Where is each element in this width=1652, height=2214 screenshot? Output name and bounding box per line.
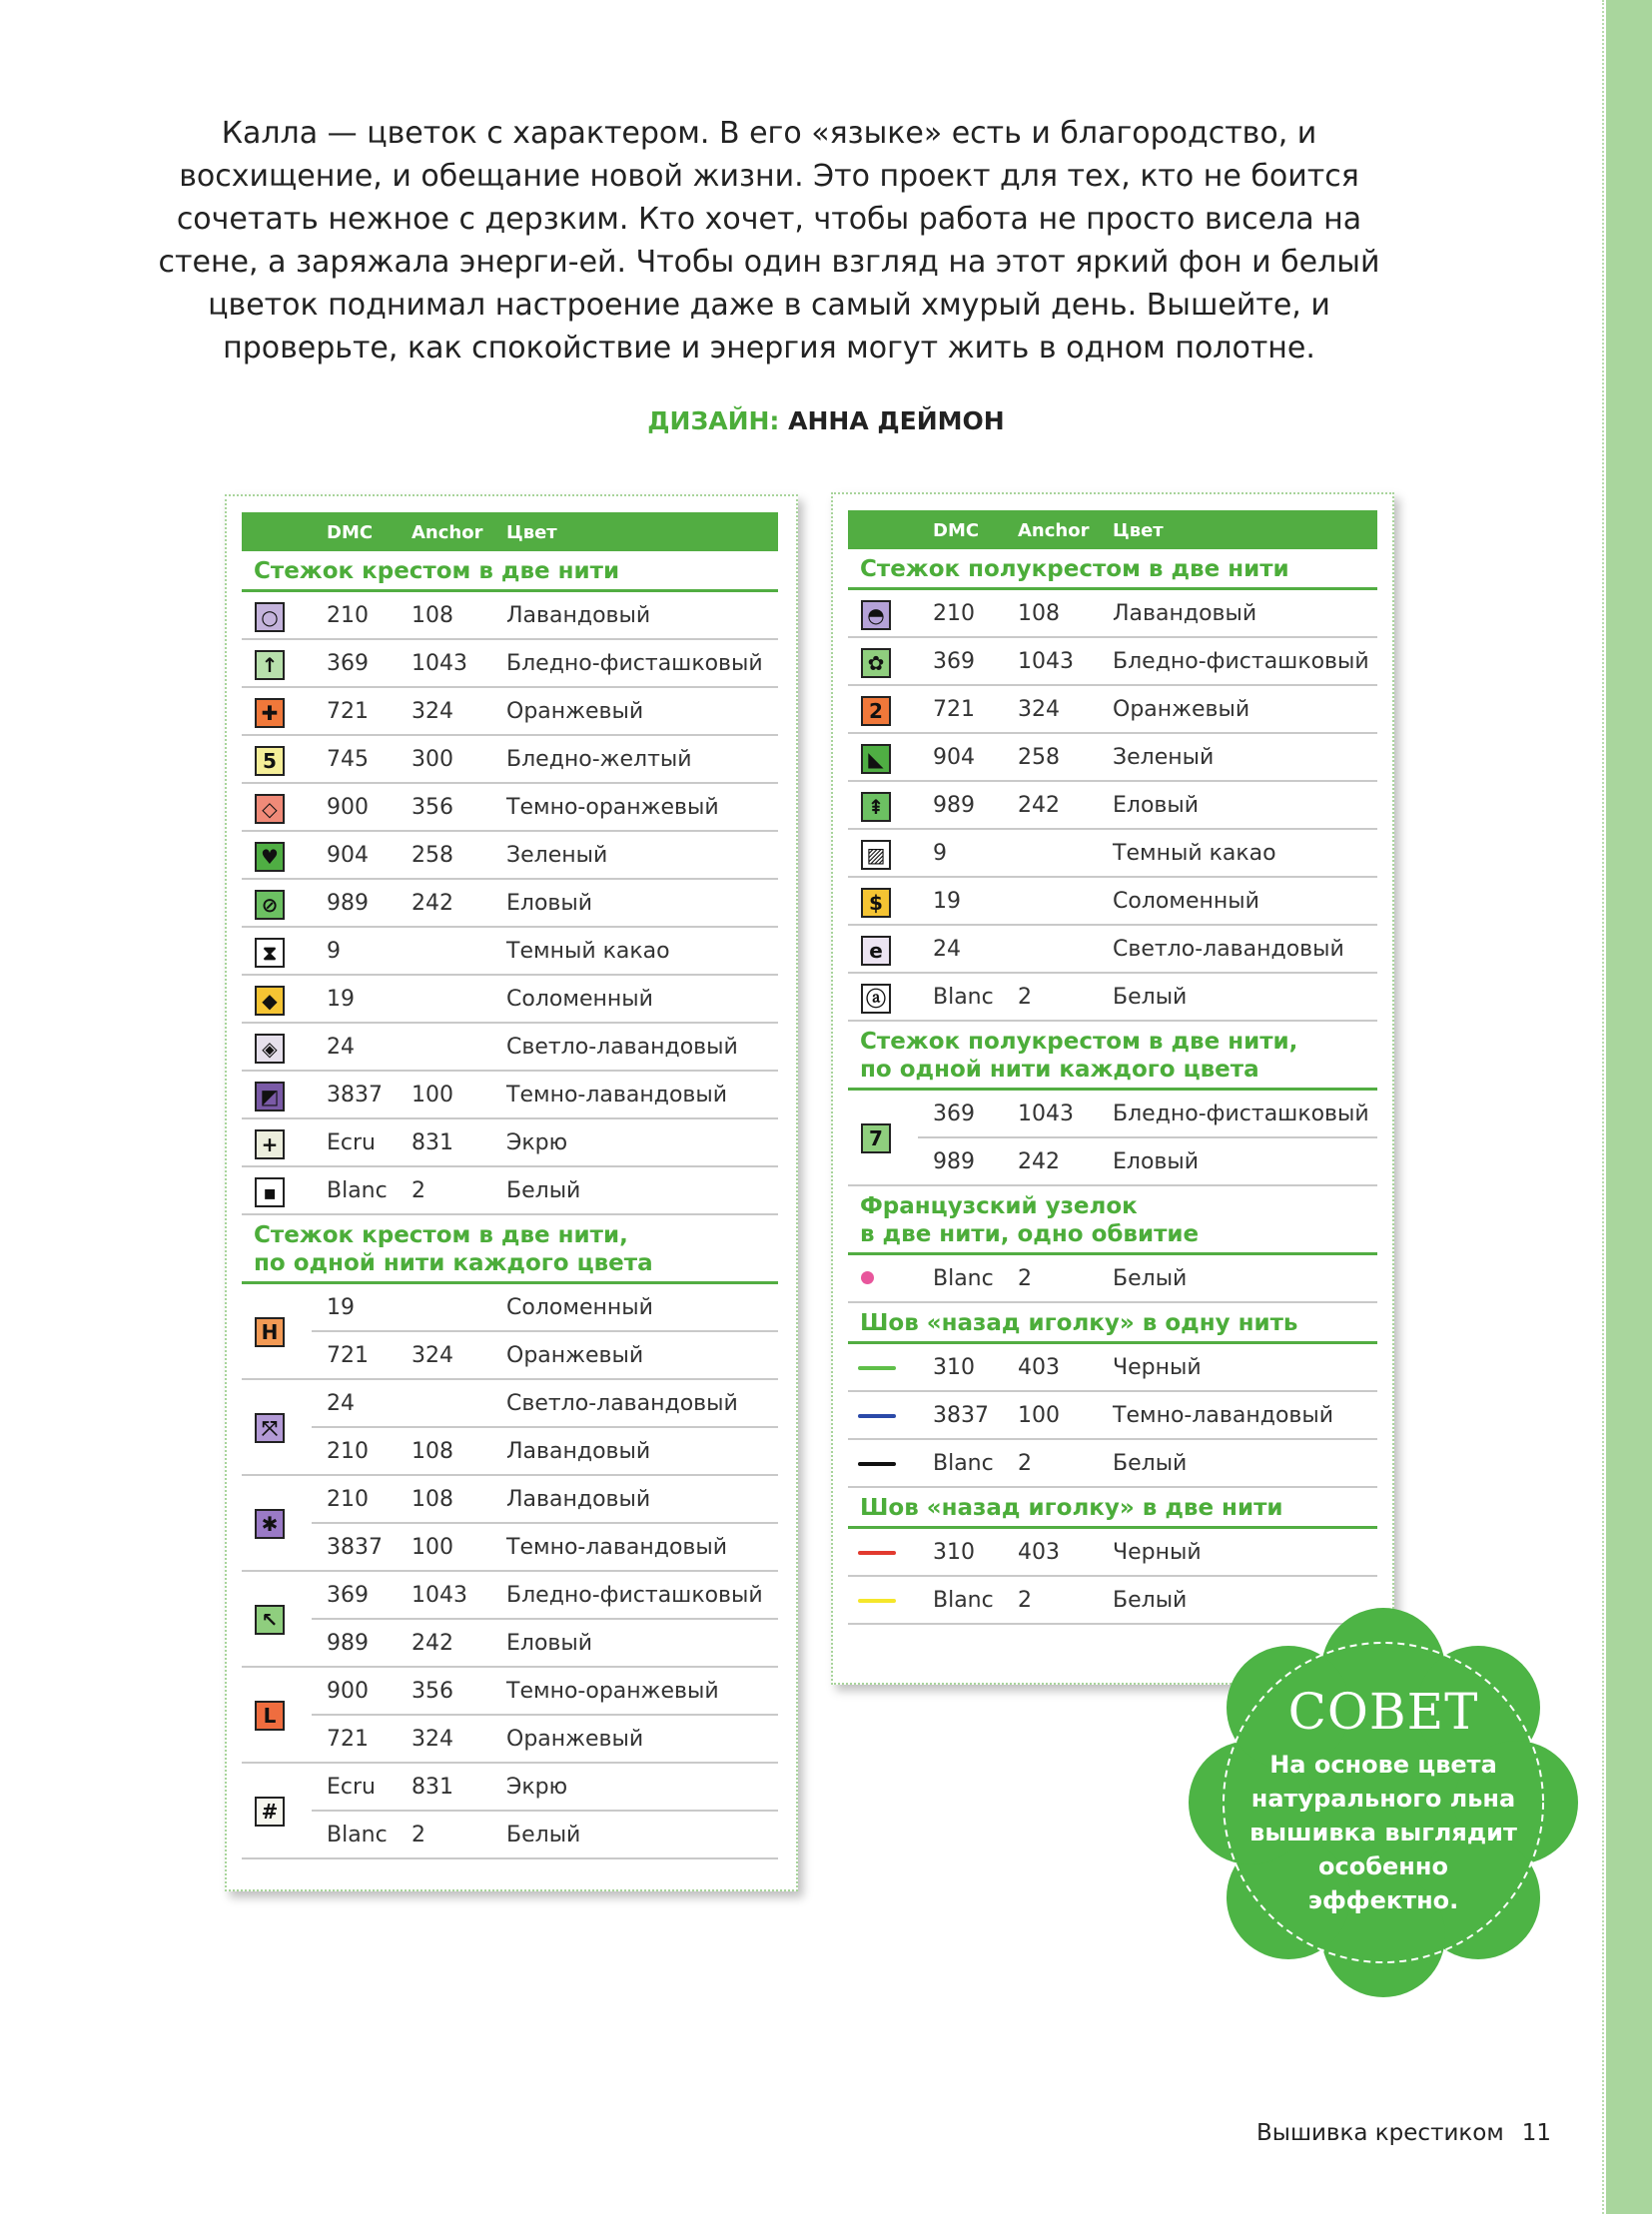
dmc-number: 19 <box>327 1295 355 1320</box>
blended-group <box>242 1284 778 1380</box>
key-row <box>918 1091 1377 1138</box>
page-footer <box>1256 2120 1551 2146</box>
dmc-number: 989 <box>327 891 369 916</box>
stitch-symbol-icon: ▪ <box>255 1177 285 1207</box>
thread-color-name: Бледно-фисташковый <box>506 651 763 676</box>
anchor-number: 100 <box>412 1535 453 1560</box>
key-row <box>242 1167 778 1215</box>
anchor-number: 108 <box>1018 601 1060 626</box>
header-anchor: Anchor <box>1018 520 1090 541</box>
key-row <box>848 686 1377 734</box>
dmc-number: 369 <box>327 651 369 676</box>
thread-color-name: Лавандовый <box>1113 601 1257 626</box>
key-row <box>242 928 778 976</box>
anchor-number: 242 <box>412 1631 453 1656</box>
key-card-right <box>831 492 1394 1685</box>
dmc-number: 19 <box>933 889 961 914</box>
stitch-symbol-icon: ⇞ <box>861 792 891 822</box>
key-row <box>242 688 778 736</box>
backstitch-line-icon <box>858 1462 896 1466</box>
stitch-symbol-icon: ◆ <box>255 986 285 1016</box>
stitch-symbol-icon: ◓ <box>861 600 891 630</box>
key-row <box>848 830 1377 878</box>
stitch-symbol-icon: e <box>861 936 891 966</box>
thread-color-name: Еловый <box>1113 793 1200 818</box>
anchor-number: 100 <box>1018 1403 1060 1428</box>
key-row <box>312 1284 778 1332</box>
thread-color-name: Темно-лавандовый <box>1113 1403 1334 1428</box>
key-row <box>242 736 778 784</box>
thread-color-name: Зеленый <box>506 843 608 868</box>
anchor-number: 2 <box>1018 1588 1032 1613</box>
anchor-number: 324 <box>412 1727 453 1752</box>
dmc-number: 3837 <box>933 1403 989 1428</box>
key-row <box>848 590 1377 638</box>
stitch-symbol-icon: ✱ <box>255 1509 285 1539</box>
key-row <box>848 782 1377 830</box>
intro-paragraph: Калла — цветок с характером. В его «языке» есть и благородство, и восхищение, и обещание новой жизни. Это проект для тех, кто не боится сочетать нежное с дерзким. Кто хочет, чтобы работа не просто висела на стене, а заряжала энерги-ей. Чтобы один взгляд на этот яркий фон и белый цветок поднимал настроение даже в самый хмурый день. Вышейте, и проверьте, как спокойствие и энергия могут жить в одном полотне. <box>158 116 1380 366</box>
thread-color-name: Еловый <box>506 891 593 916</box>
key-row <box>312 1764 778 1812</box>
key-row <box>242 976 778 1024</box>
thread-color-name: Соломенный <box>506 987 653 1012</box>
thread-color-name: Бледно-фисташковый <box>506 1583 763 1608</box>
thread-color-name: Зеленый <box>1113 745 1215 770</box>
stitch-symbol-icon: ⓐ <box>861 984 891 1014</box>
key-row <box>848 1138 1377 1186</box>
key-row <box>242 1716 778 1764</box>
anchor-number: 831 <box>412 1775 453 1800</box>
thread-color-name: Темный какао <box>506 939 670 964</box>
key-row <box>242 1428 778 1476</box>
backstitch-line-icon <box>858 1599 896 1603</box>
dmc-number: 989 <box>933 1149 975 1174</box>
stitch-symbol-icon: ○ <box>255 602 285 632</box>
dmc-number: 310 <box>933 1355 975 1380</box>
section-title: Шов «назад иголку» в одну нить <box>848 1303 1377 1344</box>
key-row <box>242 1524 778 1572</box>
thread-color-name: Светло-лавандовый <box>506 1391 738 1416</box>
blended-group <box>848 1091 1377 1186</box>
backstitch-line-icon <box>858 1414 896 1418</box>
dmc-number: 24 <box>327 1035 355 1060</box>
thread-key-table-left <box>242 512 778 1859</box>
key-row <box>848 1255 1377 1303</box>
anchor-number: 2 <box>1018 1451 1032 1476</box>
anchor-number: 258 <box>412 843 453 868</box>
dmc-number: 3837 <box>327 1083 383 1107</box>
dmc-number: 19 <box>327 987 355 1012</box>
key-row <box>242 1812 778 1859</box>
header-anchor: Anchor <box>412 522 483 543</box>
stitch-symbol-icon: ⧗ <box>255 938 285 968</box>
backstitch-line-icon <box>858 1366 896 1370</box>
anchor-number: 1043 <box>1018 1102 1074 1126</box>
advice-text: На основе цвета натурального льна вышивка выглядит особенно эффектно. <box>1249 1751 1517 1914</box>
anchor-number: 1043 <box>412 1583 467 1608</box>
key-row <box>848 1392 1377 1440</box>
dmc-number: 904 <box>327 843 369 868</box>
dmc-number: 3837 <box>327 1535 383 1560</box>
thread-color-name: Оранжевый <box>506 699 644 724</box>
anchor-number: 2 <box>1018 985 1032 1010</box>
thread-color-name: Черный <box>1113 1540 1202 1565</box>
anchor-number: 356 <box>412 1679 453 1704</box>
dmc-number: Blanc <box>933 1451 994 1476</box>
anchor-number: 2 <box>412 1178 425 1203</box>
blended-group <box>242 1764 778 1859</box>
stitch-symbol-icon: $ <box>861 888 891 918</box>
anchor-number: 258 <box>1018 745 1060 770</box>
key-row <box>848 926 1377 974</box>
dmc-number: Blanc <box>327 1823 388 1847</box>
anchor-number: 1043 <box>1018 649 1074 674</box>
key-card-left <box>225 494 798 1891</box>
stitch-symbol-icon: 7 <box>861 1123 891 1153</box>
thread-color-name: Еловый <box>506 1631 593 1656</box>
anchor-number: 242 <box>1018 1149 1060 1174</box>
page-number: 11 <box>1521 2120 1552 2146</box>
anchor-number: 1043 <box>412 651 467 676</box>
anchor-number: 100 <box>412 1083 453 1107</box>
thread-color-name: Темно-оранжевый <box>506 1679 719 1704</box>
stitch-symbol-icon: ◣ <box>861 744 891 774</box>
anchor-number: 403 <box>1018 1540 1060 1565</box>
thread-color-name: Оранжевый <box>1113 697 1250 722</box>
anchor-number: 242 <box>1018 793 1060 818</box>
designer-name: АННА ДЕЙМОН <box>788 406 1005 435</box>
stitch-symbol-icon: ⤧ <box>255 1413 285 1443</box>
thread-color-name: Белый <box>1113 1266 1188 1291</box>
blended-group <box>242 1476 778 1572</box>
key-row <box>848 1344 1377 1392</box>
thread-color-name: Бледно-желтый <box>506 747 692 772</box>
dmc-number: 369 <box>327 1583 369 1608</box>
header-dmc: DMC <box>327 522 374 543</box>
section-title: Шов «назад иголку» в две нити <box>848 1488 1377 1529</box>
thread-color-name: Еловый <box>1113 1149 1200 1174</box>
dmc-number: 721 <box>327 699 369 724</box>
dmc-number: 721 <box>933 697 975 722</box>
section-title: Стежок крестом в две нити <box>242 551 778 592</box>
dmc-number: 210 <box>327 603 369 628</box>
stitch-symbol-icon: ↑ <box>255 650 285 680</box>
table-header <box>242 512 778 551</box>
stitch-symbol-icon: ⊘ <box>255 890 285 920</box>
header-dmc: DMC <box>933 520 980 541</box>
stitch-symbol-icon: L <box>255 1701 285 1731</box>
dmc-number: Blanc <box>933 985 994 1010</box>
anchor-number: 356 <box>412 795 453 820</box>
stitch-symbol-icon: ↖ <box>255 1605 285 1635</box>
thread-color-name: Белый <box>1113 1588 1188 1613</box>
dmc-number: 369 <box>933 649 975 674</box>
dmc-number: Blanc <box>327 1178 388 1203</box>
dmc-number: 721 <box>327 1727 369 1752</box>
key-row <box>242 640 778 688</box>
stitch-symbol-icon: ✿ <box>861 648 891 678</box>
anchor-number: 2 <box>1018 1266 1032 1291</box>
key-row <box>242 1620 778 1668</box>
thread-color-name: Оранжевый <box>506 1343 644 1368</box>
stitch-symbol-icon: ◩ <box>255 1082 285 1111</box>
dmc-number: Blanc <box>933 1588 994 1613</box>
stitch-symbol-icon: ♥ <box>255 842 285 872</box>
section-title: Стежок полукрестом в две нити <box>848 549 1377 590</box>
thread-color-name: Экрю <box>506 1130 568 1155</box>
blended-group <box>242 1380 778 1476</box>
dmc-number: 900 <box>327 1679 369 1704</box>
key-row <box>848 974 1377 1022</box>
section-title: Стежок полукрестом в две нити, по одной нити каждого цвета <box>848 1022 1377 1091</box>
key-row <box>848 734 1377 782</box>
thread-color-name: Светло-лавандовый <box>1113 937 1344 962</box>
thread-color-name: Темный какао <box>1113 841 1276 866</box>
footer-book-title: Вышивка крестиком <box>1256 2120 1504 2146</box>
blended-group <box>242 1668 778 1764</box>
dmc-number: 904 <box>933 745 975 770</box>
dmc-number: 210 <box>327 1439 369 1464</box>
dmc-number: 210 <box>327 1487 369 1512</box>
thread-color-name: Белый <box>506 1823 581 1847</box>
header-color: Цвет <box>1113 520 1164 541</box>
advice-badge <box>1189 1608 1578 1997</box>
anchor-number: 108 <box>412 603 453 628</box>
thread-color-name: Бледно-фисташковый <box>1113 649 1369 674</box>
french-knot-icon <box>861 1271 874 1284</box>
anchor-number: 324 <box>412 699 453 724</box>
thread-color-name: Экрю <box>506 1775 568 1800</box>
dmc-number: 989 <box>933 793 975 818</box>
page-edge-line <box>1602 0 1606 2214</box>
anchor-number: 242 <box>412 891 453 916</box>
thread-color-name: Темно-лавандовый <box>506 1535 728 1560</box>
key-row <box>242 784 778 832</box>
table-header <box>848 510 1377 549</box>
anchor-number: 300 <box>412 747 453 772</box>
dmc-number: 9 <box>327 939 341 964</box>
thread-color-name: Лавандовый <box>506 603 651 628</box>
design-credit <box>0 406 1652 435</box>
anchor-number: 324 <box>1018 697 1060 722</box>
key-row <box>848 1529 1377 1577</box>
key-row <box>848 1440 1377 1488</box>
anchor-number: 2 <box>412 1823 425 1847</box>
dmc-number: Ecru <box>327 1130 376 1155</box>
stitch-symbol-icon: ◈ <box>255 1034 285 1064</box>
key-row <box>848 878 1377 926</box>
dmc-number: 989 <box>327 1631 369 1656</box>
thread-color-name: Оранжевый <box>506 1727 644 1752</box>
anchor-number: 108 <box>412 1439 453 1464</box>
stitch-symbol-icon: 2 <box>861 696 891 726</box>
stitch-symbol-icon: ◇ <box>255 794 285 824</box>
dmc-number: 310 <box>933 1540 975 1565</box>
blended-group <box>242 1572 778 1668</box>
thread-color-name: Лавандовый <box>506 1439 651 1464</box>
thread-key-table-right <box>848 510 1377 1625</box>
anchor-number: 108 <box>412 1487 453 1512</box>
dmc-number: Ecru <box>327 1775 376 1800</box>
key-row <box>242 832 778 880</box>
section-title: Стежок крестом в две нити, по одной нити каждого цвета <box>242 1215 778 1284</box>
key-row <box>242 1072 778 1119</box>
dmc-number: Blanc <box>933 1266 994 1291</box>
thread-color-name: Бледно-фисташковый <box>1113 1102 1369 1126</box>
dmc-number: 721 <box>327 1343 369 1368</box>
advice-title: СОВЕТ <box>1287 1683 1479 1741</box>
key-row <box>242 1332 778 1380</box>
key-row <box>848 638 1377 686</box>
dmc-number: 369 <box>933 1102 975 1126</box>
thread-color-name: Черный <box>1113 1355 1202 1380</box>
thread-color-name: Темно-лавандовый <box>506 1083 728 1107</box>
key-row <box>242 880 778 928</box>
dmc-number: 24 <box>933 937 961 962</box>
stitch-symbol-icon: ✚ <box>255 698 285 728</box>
dmc-number: 210 <box>933 601 975 626</box>
stitch-symbol-icon: H <box>255 1317 285 1347</box>
thread-color-name: Соломенный <box>506 1295 653 1320</box>
anchor-number: 831 <box>412 1130 453 1155</box>
section-title: Французский узелок в две нити, одно обвитие <box>848 1186 1377 1255</box>
key-row <box>312 1572 778 1620</box>
anchor-number: 403 <box>1018 1355 1060 1380</box>
stitch-symbol-icon: ▨ <box>861 840 891 870</box>
stitch-symbol-icon: + <box>255 1129 285 1159</box>
thread-color-name: Белый <box>1113 985 1188 1010</box>
thread-color-name: Лавандовый <box>506 1487 651 1512</box>
key-row <box>312 1476 778 1524</box>
key-row <box>312 1380 778 1428</box>
anchor-number: 324 <box>412 1343 453 1368</box>
thread-color-name: Белый <box>506 1178 581 1203</box>
dmc-number: 9 <box>933 841 947 866</box>
key-row <box>312 1668 778 1716</box>
stitch-symbol-icon: 5 <box>255 746 285 776</box>
dmc-number: 745 <box>327 747 369 772</box>
dmc-number: 24 <box>327 1391 355 1416</box>
backstitch-line-icon <box>858 1551 896 1555</box>
thread-color-name: Белый <box>1113 1451 1188 1476</box>
thread-color-name: Темно-оранжевый <box>506 795 719 820</box>
stitch-symbol-icon: # <box>255 1797 285 1827</box>
key-row <box>242 1119 778 1167</box>
header-color: Цвет <box>506 522 557 543</box>
key-row <box>242 592 778 640</box>
thread-color-name: Светло-лавандовый <box>506 1035 738 1060</box>
thread-color-name: Соломенный <box>1113 889 1259 914</box>
page-edge-strip <box>1606 0 1652 2214</box>
dmc-number: 900 <box>327 795 369 820</box>
design-label: ДИЗАЙН: <box>647 406 780 435</box>
key-row <box>242 1024 778 1072</box>
